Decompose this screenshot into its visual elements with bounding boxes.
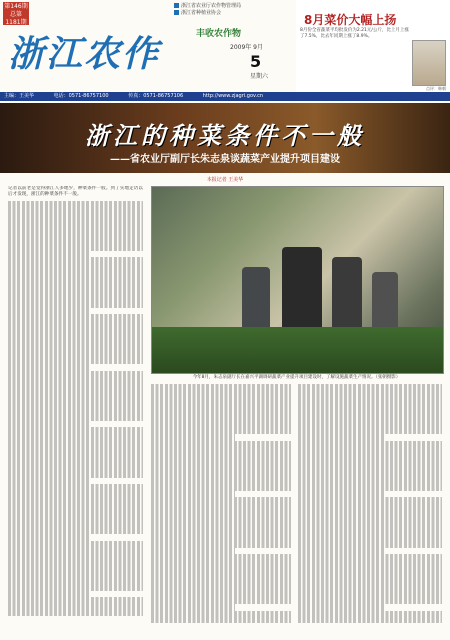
article-byline: 本报记者 王美华 — [206, 177, 244, 183]
teaser-headline[interactable]: 8月菜价大幅上扬 — [304, 13, 397, 27]
issue-corner-badge: 第146期 总第1181期 — [4, 3, 28, 26]
text-line — [8, 610, 143, 616]
issue-date: 2009年 9月 — [230, 44, 263, 51]
top-links — [174, 3, 284, 17]
phone-label: 电话：0571-86757100 — [53, 93, 109, 99]
article-column-right — [298, 384, 442, 634]
text-line — [151, 617, 291, 623]
teaser-body: 8月份全省蔬菜平均批发价为2.21元/公斤，比上月上涨了7.5%，比去年同期上涨了8.9%。 — [300, 28, 409, 39]
body-text-lines — [8, 201, 143, 617]
top-link-2[interactable]: 浙江省种植业协会 — [174, 10, 284, 17]
front-teaser[interactable] — [296, 0, 450, 92]
article-column-left — [8, 186, 143, 634]
masthead-slogan: 丰收农作物 — [196, 29, 242, 39]
issue-weekday: 星期六 — [250, 73, 269, 80]
issue-number: 5 — [250, 52, 262, 71]
editor-label: 主编：王美华 — [4, 93, 35, 99]
body-text-lines — [298, 384, 442, 623]
text-line — [298, 617, 442, 623]
article-photo — [151, 186, 444, 374]
org-icon — [174, 3, 179, 8]
top-link-1[interactable]: 浙江省农业厅农作物管理局 — [174, 3, 284, 10]
lead-paragraph: 记者以前老是觉得浙江人多地少，种菜条件一般。到了实地走访以后才发现，浙江的种菜条件不一般。 — [8, 186, 143, 198]
article-subhead: ——省农业厅副厅长朱志泉谈蔬菜产业提升项目建设 — [110, 154, 340, 165]
org-icon — [174, 10, 179, 15]
teaser-photo — [412, 40, 446, 86]
photo-plants — [152, 327, 443, 373]
teaser-photo-caption: 点评：韩朝 — [426, 86, 446, 91]
info-bar — [0, 92, 450, 101]
article-column-middle — [151, 384, 291, 634]
website-link[interactable]: http://www.zjagri.gov.cn — [202, 93, 264, 99]
newspaper-logo: 浙江农作 — [8, 33, 161, 75]
article-headline: 浙江的种菜条件不一般 — [85, 121, 365, 150]
fax-label: 传真：0571-86757106 — [128, 93, 184, 99]
body-text-lines — [151, 384, 291, 623]
photo-caption: 今年8月，朱志泉副厅长在嘉兴平湖调研蔬菜产业提升项目建设时，了解设施蔬菜生产情况。（张朝摄影） — [192, 375, 401, 380]
